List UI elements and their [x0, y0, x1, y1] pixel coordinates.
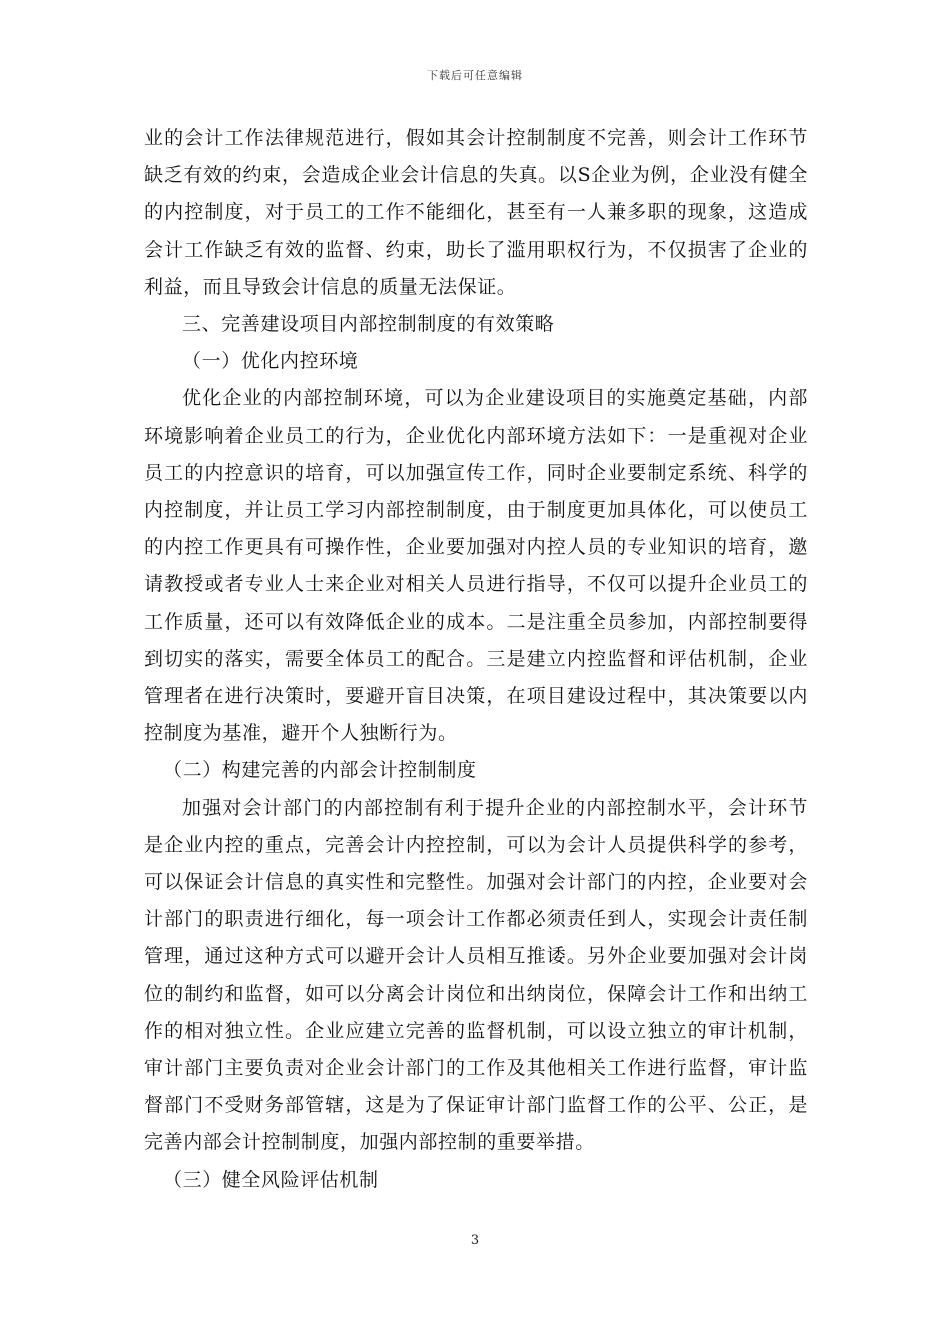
subsection-heading-3: （三）健全风险评估机制 [163, 1168, 379, 1191]
document-body [144, 120, 808, 1199]
subsection-heading-2: （二）构建完善的内部会计控制制度 [163, 759, 477, 782]
page-number: 3 [470, 1233, 480, 1248]
paragraph-internal-environment: 优化企业的内部控制环境，可以为企业建设项目的实施奠定基础，内部环境影响着企业员工的行为，企业优化内部环境方法如下：一是重视对企业员工的内控意识的培育，可以加强宣传工作，同时企业要制定系统、科学的内控制度，并让员工学习内部控制制度，由于制度更加具体化，可以使员工的内控工作更具有可操作性，企业要加强对内控人员的专业知识的培育，邀请教授或者专业人士来企业对相关人员进行指导，不仅可以提升企业员工的工作质量，还可以有效降低企业的成本。二是注重全员参加，内部控制要得到切实的落实，需要全体员工的配合。三是建立内控监督和评估机制，企业管理者在进行决策时，要避开盲目决策，在项目建设过程中，其决策要以内控制度为基准，避开个人独断行为。 [144, 387, 808, 745]
subsection-heading-1: （一）优化内控环境 [182, 350, 359, 373]
section-heading-3: 三、完善建设项目内部控制制度的有效策略 [182, 313, 555, 336]
page-header-note: 下载后可任意编辑 [427, 69, 523, 82]
paragraph-continued: 业的会计工作法律规范进行，假如其会计控制制度不完善，则会计工作环节缺乏有效的约束，会造成企业会计信息的失真。以S企业为例，企业没有健全的内控制度，对于员工的工作不能细化，甚至有一人兼多职的现象，这造成会计工作缺乏有效的监督、约束，助长了滥用职权行为，不仅损害了企业的利益，而且导致会计信息的质量无法保证。 [144, 127, 808, 298]
paragraph-accounting-control: 加强对会计部门的内部控制有利于提升企业的内部控制水平，会计环节是企业内控的重点，完善会计内控控制，可以为会计人员提供科学的参考，可以保证会计信息的真实性和完整性。加强对会计部门的内控，企业要对会计部门的职责进行细化，每一项会计工作都必须责任到人，实现会计责任制管理，通过这种方式可以避开会计人员相互推诿。另外企业要加强对会计岗位的制约和监督，如可以分离会计岗位和出纳岗位，保障会计工作和出纳工作的相对独立性。企业应建立完善的监督机制，可以设立独立的审计机制，审计部门主要负责对企业会计部门的工作及其他相关工作进行监督，审计监督部门不受财务部管辖，这是为了保证审计部门监督工作的公平、公正，是完善内部会计控制制度，加强内部控制的重要举措。 [144, 796, 808, 1154]
